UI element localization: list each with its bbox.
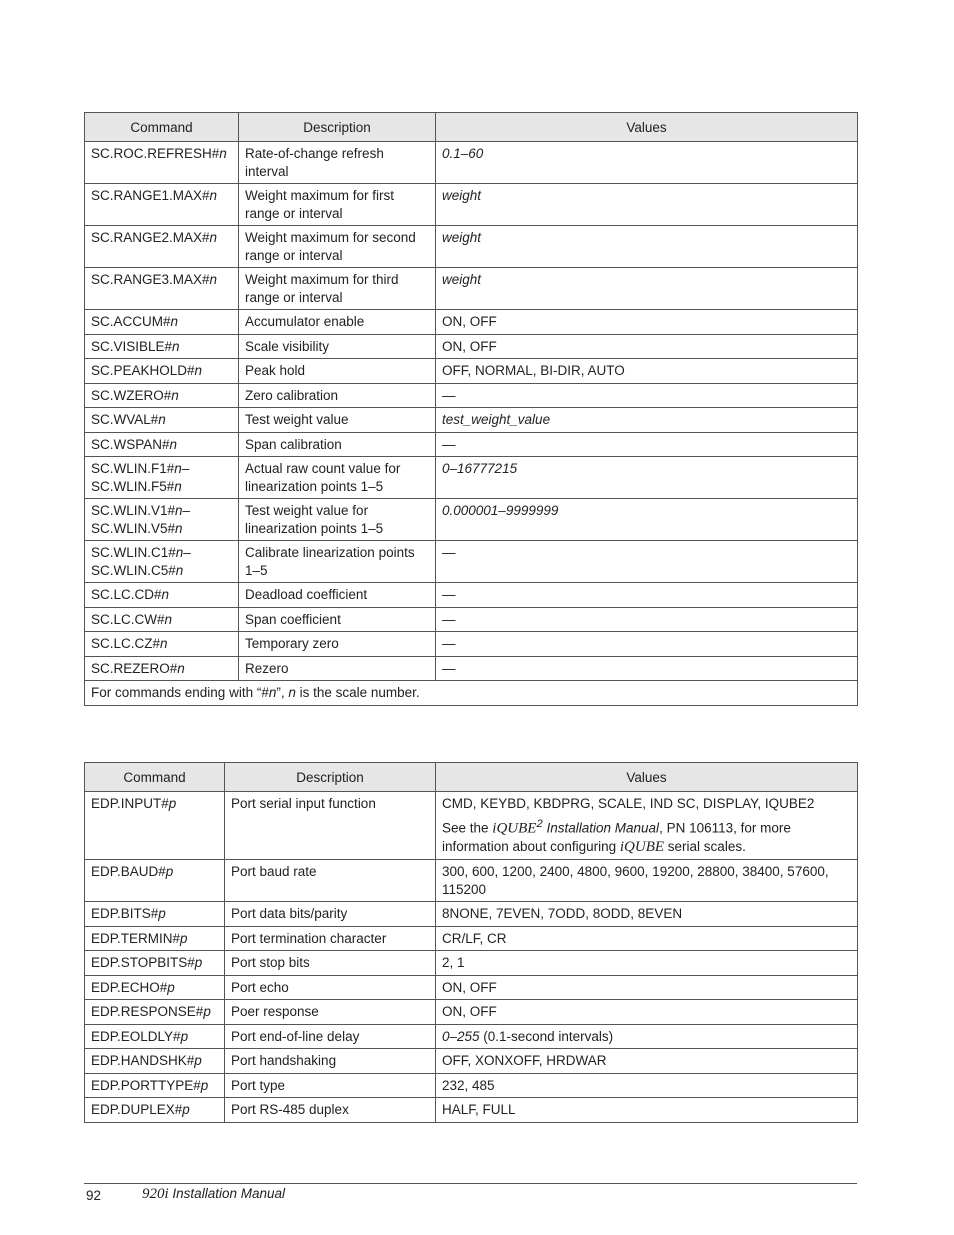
description-cell: Poer response [225, 1000, 436, 1025]
table-row [85, 432, 858, 457]
values-cell [436, 792, 858, 860]
values-cell [436, 1098, 858, 1123]
note-var: n [288, 685, 296, 700]
table-row [85, 541, 858, 583]
command-variable: n [174, 461, 182, 476]
table-note [85, 681, 858, 706]
column-header-command: Command [85, 763, 225, 792]
command-text: SC.WLIN.F5# [91, 478, 175, 494]
command-text: SC.RANGE2.MAX# [91, 230, 210, 245]
values-cell [436, 926, 858, 951]
note-text: serial scales. [664, 838, 746, 854]
command-text: EDP.HANDSHK# [91, 1053, 195, 1068]
description-cell: Rate-of-change refresh interval [239, 142, 436, 184]
footer-rule [84, 1183, 857, 1184]
values-text: — [442, 636, 456, 651]
values-cell [436, 142, 858, 184]
command-variable: n [209, 230, 218, 245]
footer-title [142, 1186, 285, 1203]
product-name: iQUBE [492, 820, 537, 836]
table-row [85, 902, 858, 927]
note-text: For commands ending with “# [91, 685, 269, 700]
values-text: ON, OFF [442, 314, 497, 329]
command-text: SC.WLIN.C5# [91, 562, 176, 578]
column-header-description: Description [239, 113, 436, 142]
command-text: SC.ACCUM# [91, 314, 171, 329]
values-text: CMD, KEYBD, KBDPRG, SCALE, IND SC, DISPLAY, IQUBE2 [442, 796, 815, 811]
note-text: See the [442, 820, 493, 835]
command-text: SC.WZERO# [91, 387, 172, 403]
table-row [85, 226, 858, 268]
column-header-description: Description [225, 763, 436, 792]
description-cell: Weight maximum for second range or interval [239, 226, 436, 268]
description-cell: Port baud rate [225, 860, 436, 902]
values-cell [436, 1000, 858, 1025]
command-text: EDP.BITS# [91, 906, 159, 921]
edp-commands-table [84, 762, 858, 1123]
values-text: 8NONE, 7EVEN, 7ODD, 8ODD, 8EVEN [442, 906, 683, 921]
command-cell [85, 1098, 225, 1123]
command-cell [85, 902, 225, 927]
table-row [85, 583, 858, 608]
product-superscript: 2 [536, 817, 543, 830]
table-body [85, 142, 858, 681]
command-text: SC.REZERO# [91, 660, 178, 676]
command-text: EDP.PORTTYPE# [91, 1077, 201, 1093]
command-variable: n [194, 363, 203, 378]
command-variable: n [170, 314, 179, 329]
values-cell [436, 226, 858, 268]
description-cell: Port serial input function [225, 792, 436, 860]
manual-title: Installation Manual [168, 1186, 285, 1201]
command-variable: p [180, 930, 188, 946]
command-text: SC.RANGE3.MAX# [91, 272, 210, 287]
values-text: — [442, 660, 456, 676]
command-cell [85, 226, 239, 268]
manual-name: Installation Manual [542, 820, 660, 835]
values-cell [436, 383, 858, 408]
values-text: OFF, XONXOFF, HRDWAR [442, 1053, 607, 1068]
page-number: 92 [86, 1188, 102, 1203]
description-cell: Port data bits/parity [225, 902, 436, 927]
command-text: SC.WLIN.F1# [91, 461, 175, 476]
command-variable: n [169, 436, 178, 452]
command-variable: n [219, 146, 227, 161]
table-row [85, 656, 858, 681]
values-cell [436, 902, 858, 927]
values-cell [436, 432, 858, 457]
command-variable: p [194, 955, 203, 970]
description-cell: Calibrate linearization points 1–5 [239, 541, 436, 583]
command-cell [85, 656, 239, 681]
product-name: iQUBE [619, 838, 665, 855]
table-row [85, 383, 858, 408]
command-text: SC.VISIBLE# [91, 338, 173, 354]
command-variable: n [171, 387, 179, 403]
description-cell: Span calibration [239, 432, 436, 457]
values-text: CR/LF, CR [442, 930, 507, 946]
description-cell: Port stop bits [225, 951, 436, 976]
values-text: weight [442, 272, 482, 287]
description-cell: Weight maximum for first range or interval [239, 184, 436, 226]
column-header-command: Command [85, 113, 239, 142]
command-cell [85, 142, 239, 184]
table-row [85, 926, 858, 951]
table-header-row [85, 763, 858, 792]
table-row [85, 142, 858, 184]
command-cell [85, 408, 239, 433]
description-cell: Scale visibility [239, 334, 436, 359]
command-text: EDP.DUPLEX# [91, 1102, 183, 1117]
values-cell [436, 310, 858, 335]
note-text: , PN 106113, for more information about configuring [442, 820, 791, 854]
table-row [85, 632, 858, 657]
table-row [85, 457, 858, 499]
values-text: weight [442, 230, 482, 245]
values-text: ON, OFF [442, 1004, 497, 1019]
values-cell [436, 1073, 858, 1098]
description-cell: Zero calibration [239, 383, 436, 408]
command-text: EDP.EOLDLY# [91, 1028, 181, 1044]
description-cell: Port echo [225, 975, 436, 1000]
values-cell [436, 499, 858, 541]
values-cell [436, 1024, 858, 1049]
values-text: — [442, 611, 456, 627]
command-cell [85, 1049, 225, 1074]
values-text: 0–16777215 [442, 461, 518, 476]
command-cell [85, 499, 239, 541]
command-variable: n [209, 188, 218, 203]
command-variable: n [209, 272, 218, 287]
table-header-row [85, 113, 858, 142]
command-text: EDP.INPUT# [91, 796, 169, 811]
command-cell [85, 432, 239, 457]
values-text: ON, OFF [442, 338, 497, 354]
command-cell [85, 1024, 225, 1049]
values-text: HALF, FULL [442, 1102, 516, 1117]
description-cell: Accumulator enable [239, 310, 436, 335]
command-text: SC.ROC.REFRESH# [91, 146, 220, 161]
table-row [85, 1049, 858, 1074]
table-row [85, 1073, 858, 1098]
table-row [85, 268, 858, 310]
command-range-dash: – [183, 545, 191, 560]
command-cell [85, 792, 225, 860]
command-variable: p [182, 1102, 190, 1117]
command-cell [85, 607, 239, 632]
command-cell [85, 975, 225, 1000]
command-text: SC.WLIN.C1# [91, 545, 176, 560]
command-variable: n [175, 503, 183, 518]
values-text: 300, 600, 1200, 2400, 4800, 9600, 19200, 28800, 38400, 57600, 115200 [442, 864, 829, 897]
command-cell [85, 926, 225, 951]
note-text: is the scale number. [295, 685, 420, 700]
values-text: — [442, 545, 456, 560]
column-header-values: Values [436, 113, 858, 142]
values-cell [436, 541, 858, 583]
command-variable: n [175, 520, 183, 536]
command-cell [85, 632, 239, 657]
command-text: EDP.BAUD# [91, 864, 166, 879]
values-text: test_weight_value [442, 412, 551, 427]
values-note: (0.1-second intervals) [479, 1028, 614, 1044]
table-note-row [85, 681, 858, 706]
values-cell [436, 632, 858, 657]
command-text: SC.LC.CZ# [91, 636, 161, 651]
command-text: EDP.TERMIN# [91, 930, 181, 946]
description-cell: Weight maximum for third range or interval [239, 268, 436, 310]
command-text: SC.WSPAN# [91, 436, 170, 452]
table-row [85, 951, 858, 976]
values-text: — [442, 436, 456, 452]
command-cell [85, 334, 239, 359]
values-text: 232, 485 [442, 1077, 495, 1093]
command-variable: p [158, 906, 166, 921]
values-cell [436, 268, 858, 310]
command-range-dash: – [181, 461, 190, 476]
command-text: SC.WLIN.V1# [91, 503, 176, 518]
table-row [85, 1024, 858, 1049]
command-cell [85, 359, 239, 384]
command-variable: p [203, 1004, 211, 1019]
description-cell: Port end-of-line delay [225, 1024, 436, 1049]
note-var: n [268, 685, 277, 700]
command-variable: n [164, 611, 173, 627]
description-cell: Port type [225, 1073, 436, 1098]
command-variable: p [165, 864, 174, 879]
values-text: OFF, NORMAL, BI-DIR, AUTO [442, 363, 625, 378]
table-row [85, 334, 858, 359]
values-text: — [442, 587, 456, 602]
command-cell [85, 383, 239, 408]
column-header-values: Values [436, 763, 858, 792]
table-row [85, 359, 858, 384]
command-variable: n [175, 545, 184, 560]
command-variable: p [167, 979, 175, 995]
values-cell [436, 656, 858, 681]
command-cell [85, 268, 239, 310]
command-cell [85, 860, 225, 902]
description-cell: Port termination character [225, 926, 436, 951]
description-cell: Rezero [239, 656, 436, 681]
table-body [85, 792, 858, 1123]
table-row [85, 310, 858, 335]
product-model: 920i [142, 1186, 169, 1202]
values-cell [436, 334, 858, 359]
command-text: EDP.STOPBITS# [91, 955, 195, 970]
command-variable: n [172, 338, 180, 354]
description-cell: Actual raw count value for linearization points 1–5 [239, 457, 436, 499]
values-cell [436, 408, 858, 433]
command-text: SC.LC.CD# [91, 587, 162, 602]
table-row [85, 975, 858, 1000]
scale-commands-table [84, 112, 858, 706]
command-cell [85, 1000, 225, 1025]
command-variable: p [168, 796, 177, 811]
table-row [85, 860, 858, 902]
values-cell [436, 975, 858, 1000]
table-row [85, 607, 858, 632]
description-cell: Test weight value for linearization points 1–5 [239, 499, 436, 541]
command-variable: n [174, 478, 182, 494]
note-text: ”, [276, 685, 289, 700]
table-row [85, 1098, 858, 1123]
values-text: 0.1–60 [442, 146, 484, 161]
command-text: SC.RANGE1.MAX# [91, 188, 210, 203]
command-text: SC.WVAL# [91, 412, 159, 427]
values-text: weight [442, 188, 482, 203]
command-variable: n [158, 412, 166, 427]
command-cell [85, 310, 239, 335]
command-variable: p [180, 1028, 189, 1044]
command-cell [85, 184, 239, 226]
command-cell [85, 583, 239, 608]
table-row [85, 792, 858, 860]
values-cell [436, 457, 858, 499]
command-cell [85, 541, 239, 583]
values-cell [436, 359, 858, 384]
values-cell [436, 607, 858, 632]
table-row [85, 184, 858, 226]
table-row [85, 408, 858, 433]
table-row [85, 1000, 858, 1025]
description-cell: Span coefficient [239, 607, 436, 632]
command-cell [85, 1073, 225, 1098]
description-cell: Port RS-485 duplex [225, 1098, 436, 1123]
values-cell [436, 860, 858, 902]
values-text: 2, 1 [442, 955, 465, 970]
description-cell: Peak hold [239, 359, 436, 384]
values-text: ON, OFF [442, 979, 497, 995]
command-range-dash: – [182, 503, 191, 518]
command-text: EDP.RESPONSE# [91, 1004, 204, 1019]
command-text: SC.PEAKHOLD# [91, 363, 195, 378]
command-variable: p [200, 1077, 209, 1093]
values-text: 0–255 [442, 1028, 480, 1044]
values-cell [436, 184, 858, 226]
command-variable: n [177, 660, 185, 676]
command-text: SC.LC.CW# [91, 611, 165, 627]
command-variable: p [194, 1053, 202, 1068]
command-text: SC.WLIN.V5# [91, 520, 176, 536]
command-variable: n [161, 587, 170, 602]
description-cell: Port handshaking [225, 1049, 436, 1074]
description-cell: Deadload coefficient [239, 583, 436, 608]
description-cell: Temporary zero [239, 632, 436, 657]
values-cell [436, 951, 858, 976]
table-row [85, 499, 858, 541]
values-note [442, 816, 851, 857]
values-cell [436, 1049, 858, 1074]
command-cell [85, 951, 225, 976]
command-cell [85, 457, 239, 499]
description-cell: Test weight value [239, 408, 436, 433]
command-variable: n [160, 636, 168, 651]
command-variable: n [175, 562, 184, 578]
values-text: 0.000001–9999999 [442, 503, 559, 518]
values-text: — [442, 387, 456, 403]
command-text: EDP.ECHO# [91, 979, 168, 995]
values-cell [436, 583, 858, 608]
